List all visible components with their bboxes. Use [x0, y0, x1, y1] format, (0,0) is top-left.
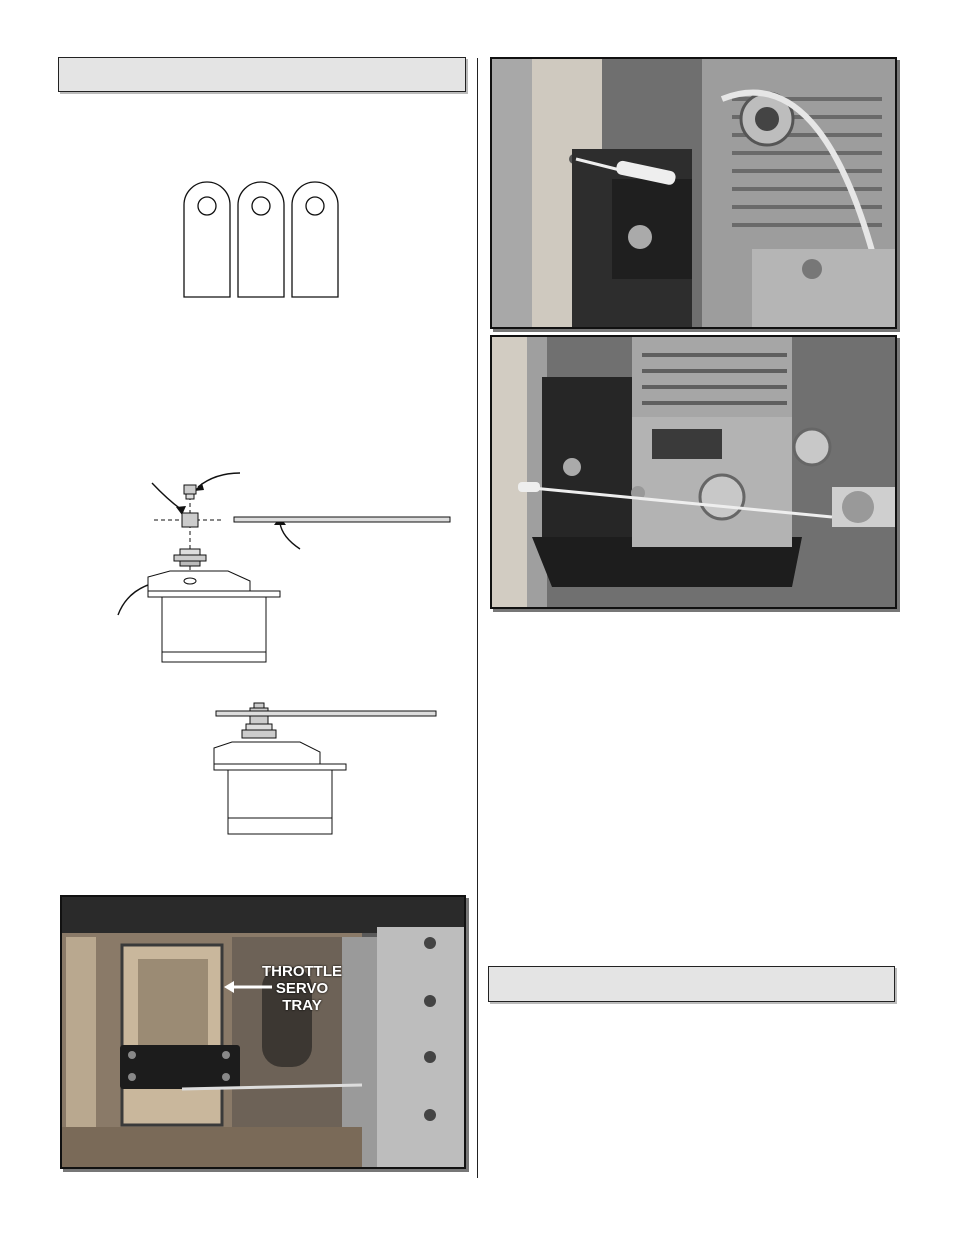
section-header-bar-left	[58, 57, 466, 92]
section-header-bar-right	[488, 966, 895, 1002]
servo-connector-exploded-diagram	[110, 465, 460, 665]
column-divider	[477, 58, 478, 1178]
callout-line-1: THROTTLE	[262, 963, 342, 980]
callout-line-2: SERVO	[275, 980, 329, 997]
throttle-servo-tray-photo	[60, 895, 466, 1169]
throttle-servo-tray-callout	[252, 963, 352, 1014]
engine-pushrod-photo-side	[490, 335, 897, 609]
servo-connector-assembled-diagram	[210, 698, 440, 838]
tabs-diagram	[180, 180, 345, 302]
engine-pushrod-photo-top	[490, 57, 897, 329]
callout-line-3: TRAY	[282, 997, 322, 1014]
